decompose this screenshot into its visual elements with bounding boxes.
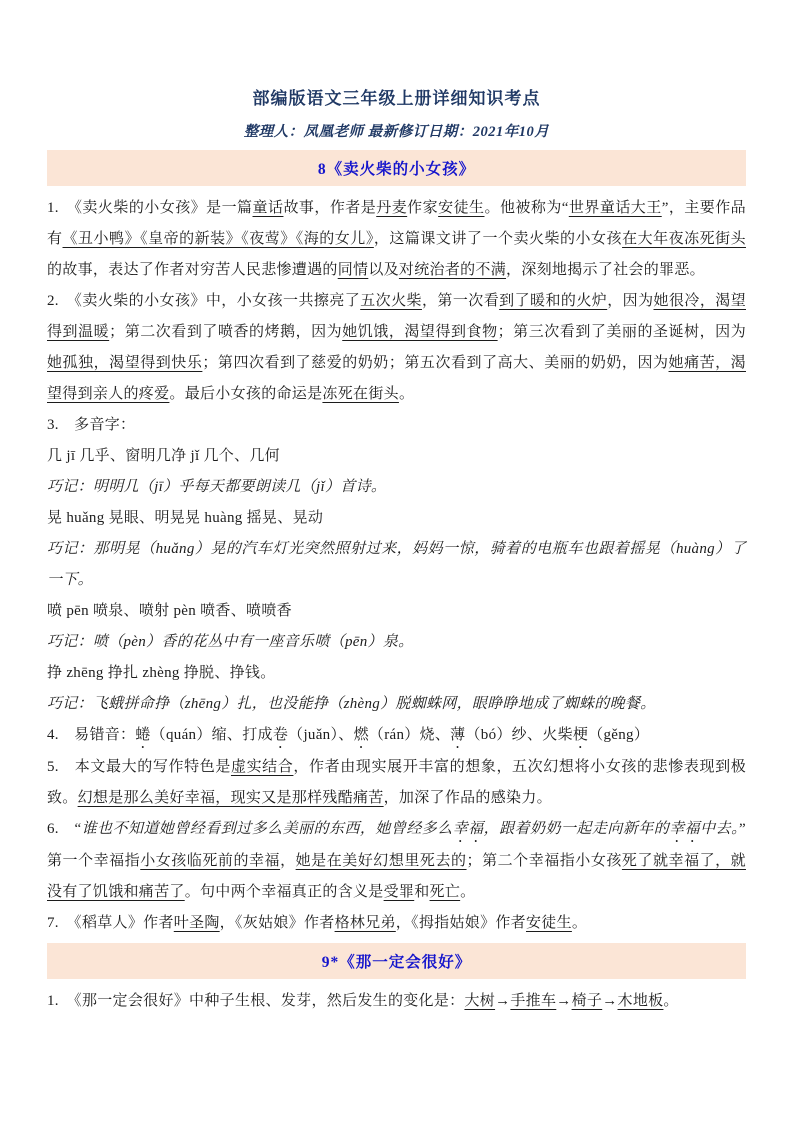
page-title: 部编版语文三年级上册详细知识考点: [252, 89, 541, 108]
underlined-text: 到了暖和的火炉: [499, 293, 608, 309]
underlined-text: 同情: [337, 262, 369, 278]
emphasized-text: 梗: [572, 727, 589, 743]
paragraph: [47, 752, 746, 814]
underlined-text: 她饥饿，渴望得到食物: [342, 324, 498, 340]
text-run: 的故事，表达了作者对穷苦人民悲惨遭遇的: [47, 262, 338, 278]
text-run: →: [602, 993, 618, 1009]
text-run: 。最后小女孩的命运是: [169, 386, 323, 402]
text-run: ”，主要作品有: [47, 200, 746, 247]
underlined-text: 丹麦: [376, 200, 408, 216]
text-run: 故事，作者是: [283, 200, 377, 216]
page-subtitle: 整理人：凤凰老师 最新修订日期：2021年10月: [243, 124, 550, 140]
text-run: 几 jī 几乎、窗明几净 jǐ 几个、几何: [47, 448, 280, 464]
text-run: 1. 《卖火柴的小女孩》是一篇: [47, 200, 253, 216]
text-run: ，加深了作品的感染力。: [383, 790, 552, 806]
paragraph: [47, 410, 746, 441]
text-run: 谁也不知道她曾经看到过多么美丽的东西，她曾经多么: [81, 821, 453, 837]
underlined-text: 冻死在街头: [322, 386, 399, 402]
text-run: ；第二次看到了喷香的烤鹅，因为: [109, 324, 343, 340]
paragraph: [47, 441, 746, 472]
text-run: 1. 《那一定会很好》中种子生根、发芽，然后发生的变化是：: [47, 993, 465, 1009]
text-run: ；第四次看到了慈爱的奶奶；第五次看到了高大、美丽的奶奶，因为: [202, 355, 669, 371]
text-run: →: [495, 993, 511, 1009]
text-run: 。: [460, 884, 476, 900]
section-lesson-8: [47, 150, 746, 939]
text-run: 7. 《稻草人》作者: [47, 915, 174, 931]
underlined-text: 她孤独，渴望得到快乐: [47, 355, 203, 371]
emphasized-text: 薄: [450, 727, 466, 743]
text-run: ，深刻地揭示了社会的罪恶。: [506, 262, 705, 278]
paragraph: [47, 986, 746, 1017]
paragraph: [47, 720, 746, 752]
underlined-text: 幻想是那么美好幸福，现实又是那样残酷痛苦: [77, 790, 384, 806]
text-run: 。: [663, 993, 679, 1009]
section-lesson-8-heading: 8《卖火柴的小女孩》: [47, 150, 746, 186]
text-run: 5. 本文最大的写作特色是: [47, 759, 231, 775]
text-run: ”第一个幸福指: [47, 821, 747, 869]
paragraph: [47, 534, 746, 596]
text-run: 作家: [407, 200, 439, 216]
text-run: 巧记：喷（pèn）香的花丛中有一座音乐喷（pēn）泉。: [47, 634, 414, 650]
underlined-text: 世界童话大王: [568, 200, 662, 216]
section-lesson-9: [47, 943, 746, 1017]
underlined-text: 在大年夜冻死街头: [622, 231, 746, 247]
underlined-text: 木地板: [617, 993, 664, 1009]
paragraph: [47, 503, 746, 534]
paragraph: [47, 286, 746, 410]
underlined-text: 格林兄弟: [334, 915, 396, 931]
underlined-text: 对统治者的不满: [398, 262, 507, 278]
paragraph: [47, 627, 746, 658]
text-run: 晃 huǎng 晃眼、明晃晃 huàng 摇晃、晃动: [47, 510, 324, 526]
section-lesson-8-body: [47, 193, 746, 939]
underlined-text: 死亡: [429, 884, 461, 900]
text-run: ，《拇指姑娘》作者: [395, 915, 526, 931]
underlined-text: 童话: [252, 200, 284, 216]
text-run: （juǎn）、: [288, 727, 354, 743]
emphasized-text: 幸福: [452, 821, 484, 837]
text-run: （rán）烧、: [368, 727, 451, 743]
paragraph: [47, 908, 746, 939]
underlined-text: 她是在美好幻想里死去的: [295, 853, 467, 869]
underlined-text: 受罪: [383, 884, 415, 900]
underlined-text: 虚实结合: [230, 759, 294, 775]
section-lesson-9-body: [47, 986, 746, 1017]
text-run: ；第二个幸福指小女孩: [466, 853, 622, 869]
underlined-text: 叶圣陶: [173, 915, 220, 931]
text-run: ，第一次看: [421, 293, 500, 309]
text-run: 。他被称为“: [484, 200, 569, 216]
paragraph: [47, 814, 746, 908]
underlined-text: 手推车: [510, 993, 557, 1009]
text-run: ，因为: [607, 293, 654, 309]
text-run: ，作者由现实展开丰富的想象，五次幻想将小女孩的悲惨表现到极致。: [47, 759, 746, 806]
text-run: 4. 易错音：: [47, 727, 136, 743]
text-run: （quán）缩、打成: [150, 727, 273, 743]
underlined-text: 她很冷，渴望得到温暖: [47, 293, 746, 340]
underlined-text: 五次火柴: [360, 293, 422, 309]
paragraph: [47, 472, 746, 503]
emphasized-text: 幸福: [669, 821, 701, 837]
emphasized-text: 蜷: [135, 727, 151, 743]
underlined-text: 她痛苦，渴望得到亲人的疼爱: [47, 355, 746, 402]
text-run: ，跟着奶奶一起走向新年的: [483, 821, 670, 837]
underlined-text: 安徒生: [438, 200, 485, 216]
text-run: 巧记：飞蛾拼命挣（zhēng）扎，也没能挣（zhèng）脱蜘蛛网，眼睁睁地成了蜘蛛的晚餐。: [47, 696, 656, 712]
text-run: 6. “: [47, 821, 82, 837]
emphasized-text: 卷: [272, 727, 289, 743]
paragraph: [47, 193, 746, 286]
text-run: 。: [571, 915, 588, 931]
text-run: 以及: [368, 262, 399, 278]
paragraph: [47, 658, 746, 689]
underlined-text: 椅子: [571, 993, 603, 1009]
text-run: （bó）纱、火柴: [465, 727, 573, 743]
text-run: 和: [414, 884, 430, 900]
paragraph: [47, 689, 746, 720]
text-run: 巧记：明明几（jī）乎每天都要朗读几（jǐ）首诗。: [47, 479, 387, 495]
emphasized-text: 燃: [353, 727, 369, 743]
text-run: 。: [398, 386, 415, 402]
text-run: ，这篇课文讲了一个卖火柴的小女孩: [373, 231, 623, 247]
text-run: 。句中两个幸福真正的含义是: [184, 884, 384, 900]
text-run: 中去。: [700, 821, 740, 837]
text-run: ，《灰姑娘》作者: [219, 915, 335, 931]
underlined-text: 《丑小鸭》《皇帝的新装》《夜莺》《海的女儿》: [62, 231, 374, 247]
text-run: 喷 pēn 喷泉、喷射 pèn 喷香、喷喷香: [47, 603, 292, 619]
text-run: 挣 zhēng 挣扎 zhèng 挣脱、挣钱。: [47, 665, 276, 681]
text-run: ；第三次看到了美丽的圣诞树，因为: [497, 324, 746, 340]
text-run: 3. 多音字：: [47, 417, 136, 433]
paragraph: [47, 596, 746, 627]
text-run: →: [556, 993, 572, 1009]
text-run: ，: [280, 853, 296, 869]
section-lesson-9-heading: 9*《那一定会很好》: [47, 943, 746, 979]
text-run: 2. 《卖火柴的小女孩》中，小女孩一共擦亮了: [47, 293, 361, 309]
underlined-text: 大树: [464, 993, 496, 1009]
text-run: （gěng）: [588, 727, 650, 743]
underlined-text: 死了就幸福了，就没有了饥饿和痛苦了: [47, 853, 746, 900]
underlined-text: 小女孩临死前的幸福: [140, 853, 281, 869]
underlined-text: 安徒生: [525, 915, 572, 931]
text-run: 巧记：那明晃（huǎng）晃的汽车灯光突然照射过来，妈妈一惊，骑着的电瓶车也跟着摇晃（huàng）了一下。: [47, 541, 746, 588]
